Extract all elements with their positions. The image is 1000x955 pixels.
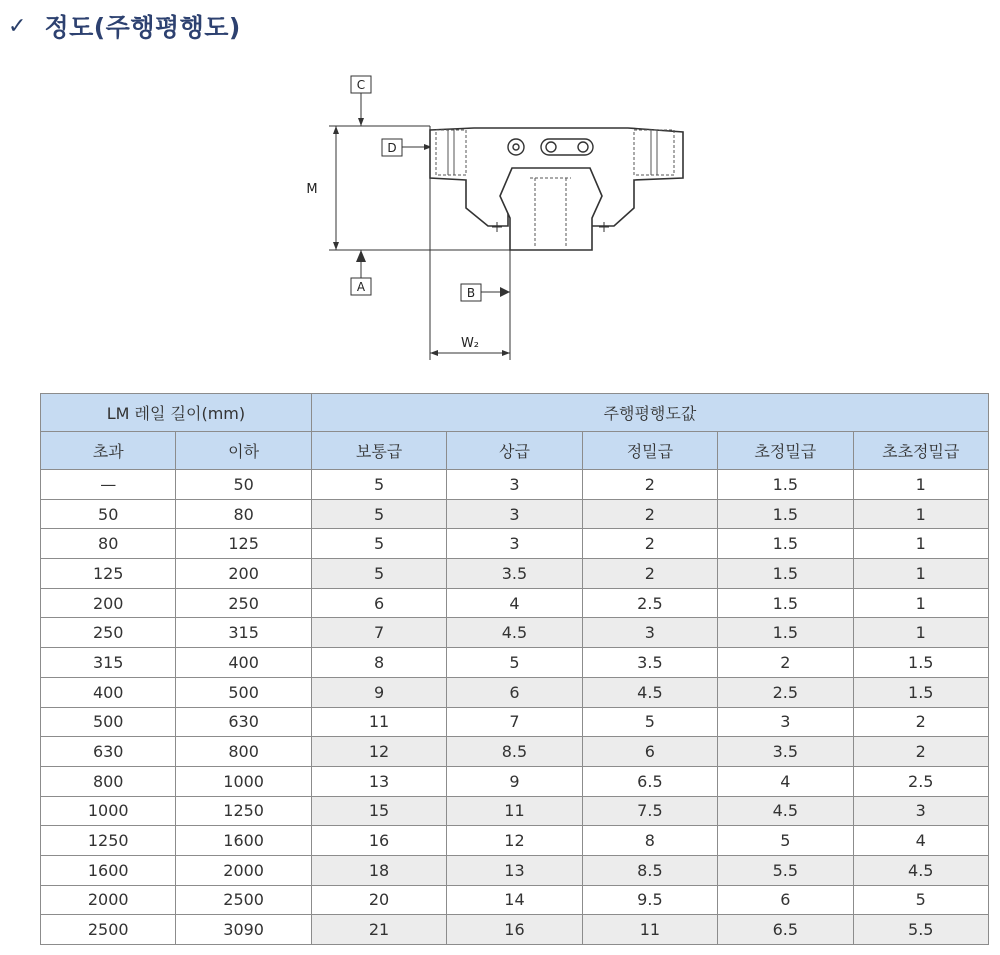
table-cell: 3090 [176, 915, 311, 945]
table-cell: 2.5 [853, 766, 988, 796]
table-cell: 50 [41, 499, 176, 529]
column-header: 보통급 [311, 432, 446, 470]
table-cell: 80 [176, 499, 311, 529]
table-cell: 5 [582, 707, 717, 737]
table-row [41, 737, 989, 767]
label-m: M [306, 182, 318, 197]
parallelism-table [40, 393, 989, 945]
table-cell: 20 [311, 885, 446, 915]
label-w2: W₂ [460, 336, 480, 351]
column-header: 상급 [447, 432, 582, 470]
table-cell: 12 [447, 826, 582, 856]
table-cell: 1.5 [718, 529, 853, 559]
table-cell: 1000 [41, 796, 176, 826]
table-row [41, 588, 989, 618]
table-cell: 2.5 [582, 588, 717, 618]
table-cell: 3 [447, 470, 582, 500]
table-cell: 2.5 [718, 677, 853, 707]
table-cell: 800 [41, 766, 176, 796]
table-row [41, 648, 989, 678]
table-cell: 15 [311, 796, 446, 826]
table-cell: 250 [41, 618, 176, 648]
table-cell: 1 [853, 559, 988, 589]
table-cell: 4 [718, 766, 853, 796]
table-cell: 1.5 [718, 499, 853, 529]
table-row [41, 915, 989, 945]
column-header: 초과 [41, 432, 176, 470]
table-cell: 3 [718, 707, 853, 737]
table-cell: 3 [447, 529, 582, 559]
table-cell: 125 [176, 529, 311, 559]
table-cell: 6 [447, 677, 582, 707]
table-cell: 4 [853, 826, 988, 856]
table-cell: 1000 [176, 766, 311, 796]
table-cell: 5 [311, 559, 446, 589]
table-cell: 1.5 [853, 677, 988, 707]
table-cell: 500 [41, 707, 176, 737]
header-parallelism-value: 주행평행도값 [311, 394, 988, 432]
table-cell: 4.5 [718, 796, 853, 826]
table-cell: 400 [176, 648, 311, 678]
table-cell: 9.5 [582, 885, 717, 915]
label-d [382, 139, 402, 156]
table-cell: 4 [447, 588, 582, 618]
table-cell: 1250 [176, 796, 311, 826]
table-cell: 4.5 [853, 855, 988, 885]
table-cell: 13 [447, 855, 582, 885]
table-cell: 4.5 [447, 618, 582, 648]
table-row [41, 470, 989, 500]
table-cell: 2 [853, 737, 988, 767]
table-cell: 11 [582, 915, 717, 945]
table-row [41, 677, 989, 707]
table-cell: 1600 [176, 826, 311, 856]
table-cell: 5 [311, 470, 446, 500]
table-cell: 3.5 [447, 559, 582, 589]
table-cell: 2 [582, 559, 717, 589]
table-cell: 1.5 [718, 470, 853, 500]
column-header: 정밀급 [582, 432, 717, 470]
table-cell: 6 [311, 588, 446, 618]
table-cell: 3 [853, 796, 988, 826]
lm-rail [500, 168, 602, 250]
table-cell: 8 [582, 826, 717, 856]
table-cell: 12 [311, 737, 446, 767]
table-cell: 21 [311, 915, 446, 945]
section-heading [8, 8, 241, 44]
table-cell: 9 [311, 677, 446, 707]
table-cell: 3 [447, 499, 582, 529]
checkmark-icon: ✓ [8, 13, 27, 39]
table-cell: 630 [41, 737, 176, 767]
table-cell: 200 [41, 588, 176, 618]
table-cell: 9 [447, 766, 582, 796]
table-cell: 18 [311, 855, 446, 885]
table-cell: 3.5 [582, 648, 717, 678]
table-cell: 16 [311, 826, 446, 856]
table-cell: 2500 [176, 885, 311, 915]
table-cell: 200 [176, 559, 311, 589]
table-row [41, 499, 989, 529]
table-cell: 80 [41, 529, 176, 559]
table-cell: 14 [447, 885, 582, 915]
table-cell: 7 [447, 707, 582, 737]
table-row [41, 618, 989, 648]
table-cell: 16 [447, 915, 582, 945]
table-row [41, 559, 989, 589]
table-cell: 5 [447, 648, 582, 678]
table-cell: 2000 [41, 885, 176, 915]
svg-text:B: B [466, 286, 476, 300]
svg-text:D: D [387, 141, 397, 155]
table-cell: 2 [582, 470, 717, 500]
table-cell: 3.5 [718, 737, 853, 767]
table-cell: 1250 [41, 826, 176, 856]
label-a [351, 278, 371, 295]
table-cell: 2 [718, 648, 853, 678]
table-row [41, 885, 989, 915]
table-cell: 1.5 [718, 618, 853, 648]
table-cell: 11 [311, 707, 446, 737]
table-cell: 2 [582, 499, 717, 529]
table-cell: 4.5 [582, 677, 717, 707]
table-cell: 8 [311, 648, 446, 678]
page-title: 정도(주행평행도) [44, 13, 241, 42]
table-row [41, 796, 989, 826]
table-cell: 1 [853, 470, 988, 500]
table-cell: 800 [176, 737, 311, 767]
table-cell: 5 [311, 499, 446, 529]
accuracy-diagram [290, 70, 710, 370]
table-cell: 250 [176, 588, 311, 618]
table-cell: 1.5 [853, 648, 988, 678]
table-cell: 6 [718, 885, 853, 915]
svg-text:C: C [356, 78, 366, 92]
table-cell: 315 [176, 618, 311, 648]
table-cell: 2000 [176, 855, 311, 885]
table-cell: 1600 [41, 855, 176, 885]
table-cell: 3 [582, 618, 717, 648]
table-cell: 50 [176, 470, 311, 500]
table-cell: 315 [41, 648, 176, 678]
column-header: 이하 [176, 432, 311, 470]
table-cell: 400 [41, 677, 176, 707]
table-cell: — [41, 470, 176, 500]
svg-text:A: A [356, 280, 366, 294]
table-cell: 5 [853, 885, 988, 915]
table-cell: 2500 [41, 915, 176, 945]
table-row [41, 529, 989, 559]
table-cell: 6 [582, 737, 717, 767]
label-c [351, 76, 371, 93]
table-cell: 6.5 [718, 915, 853, 945]
table-cell: 500 [176, 677, 311, 707]
table-cell: 1.5 [718, 559, 853, 589]
table-cell: 11 [447, 796, 582, 826]
table-cell: 7 [311, 618, 446, 648]
table-column-header-row [41, 432, 989, 470]
table-row [41, 707, 989, 737]
column-header: 초초정밀급 [853, 432, 988, 470]
table-row [41, 826, 989, 856]
table-cell: 6.5 [582, 766, 717, 796]
table-cell: 13 [311, 766, 446, 796]
table-cell: 5.5 [853, 915, 988, 945]
table-cell: 1 [853, 588, 988, 618]
table-cell: 1 [853, 618, 988, 648]
table-body [41, 470, 989, 945]
grease-nipple-icon [508, 139, 593, 155]
table-cell: 1 [853, 529, 988, 559]
label-b [461, 284, 481, 301]
column-header: 초정밀급 [718, 432, 853, 470]
table-cell: 5.5 [718, 855, 853, 885]
table-row [41, 766, 989, 796]
table-cell: 5 [311, 529, 446, 559]
table-cell: 2 [582, 529, 717, 559]
table-cell: 8.5 [582, 855, 717, 885]
table-cell: 2 [853, 707, 988, 737]
table-group-header-row [41, 394, 989, 432]
table-cell: 1.5 [718, 588, 853, 618]
table-cell: 630 [176, 707, 311, 737]
table-row [41, 855, 989, 885]
table-cell: 1 [853, 499, 988, 529]
header-rail-length: LM 레일 길이(mm) [41, 394, 312, 432]
table-cell: 8.5 [447, 737, 582, 767]
table-cell: 5 [718, 826, 853, 856]
table-cell: 7.5 [582, 796, 717, 826]
table-cell: 125 [41, 559, 176, 589]
